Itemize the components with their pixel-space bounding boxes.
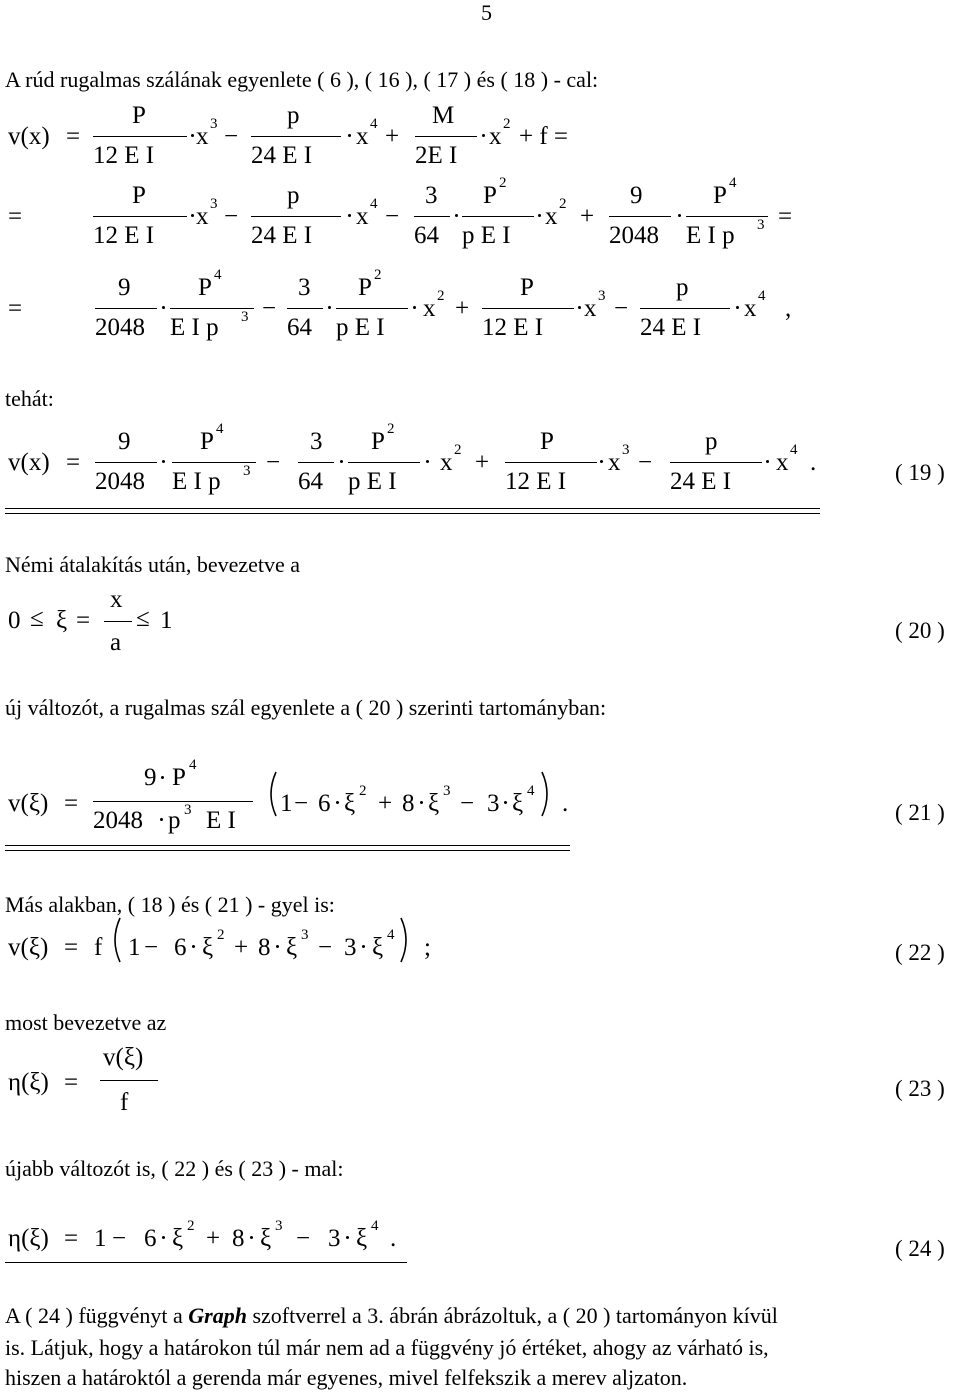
eq-number-21: ( 21 ) (895, 800, 945, 825)
label-tehat: tehát: (5, 386, 54, 411)
eq-number-24: ( 24 ) (895, 1236, 945, 1261)
closing-line-2: is. Látjuk, hogy a határokon túl már nem ad a függvény jó értéket, ahogy az várható is, (5, 1335, 769, 1360)
closing-line-3: hiszen a határoktól a gerenda már egyenes, mivel felfekszik a merev aljzaton. (5, 1365, 688, 1390)
eq-number-22: ( 22 ) (895, 940, 945, 965)
label-nemi: Némi átalakítás után, bevezetve a (5, 552, 301, 577)
intro-text: A rúd rugalmas szálának egyenlete ( 6 ), ( 16 ), ( 17 ) és ( 18 ) - cal: (5, 67, 599, 92)
left-paren (262, 770, 282, 818)
left-paren (106, 916, 126, 964)
closing-part2: szoftverrel a 3. ábrán ábrázoltuk, a ( 20 ) tartományon kívül (246, 1303, 778, 1328)
page-number: 5 (481, 0, 492, 25)
underline-24 (5, 1262, 407, 1263)
right-paren (395, 916, 415, 964)
eq-number-19: ( 19 ) (895, 460, 945, 485)
double-underline-19 (5, 508, 820, 514)
eq-number-20: ( 20 ) (895, 618, 945, 643)
label-ujabb: újabb változót is, ( 22 ) és ( 23 ) - mal: (5, 1156, 344, 1181)
label-uj: új változót, a rugalmas szál egyenlete a ( 20 ) szerinti tartományban: (5, 695, 607, 720)
closing-part1: A ( 24 ) függvényt a (5, 1303, 189, 1328)
closing-line-1 (5, 1303, 778, 1329)
eq-number-23: ( 23 ) (895, 1076, 945, 1101)
right-paren (536, 770, 556, 818)
label-most: most bevezetve az (5, 1010, 167, 1035)
label-mas: Más alakban, ( 18 ) és ( 21 ) - gyel is: (5, 892, 335, 917)
graph-software-name: Graph (188, 1303, 247, 1328)
double-underline-21 (5, 845, 570, 851)
